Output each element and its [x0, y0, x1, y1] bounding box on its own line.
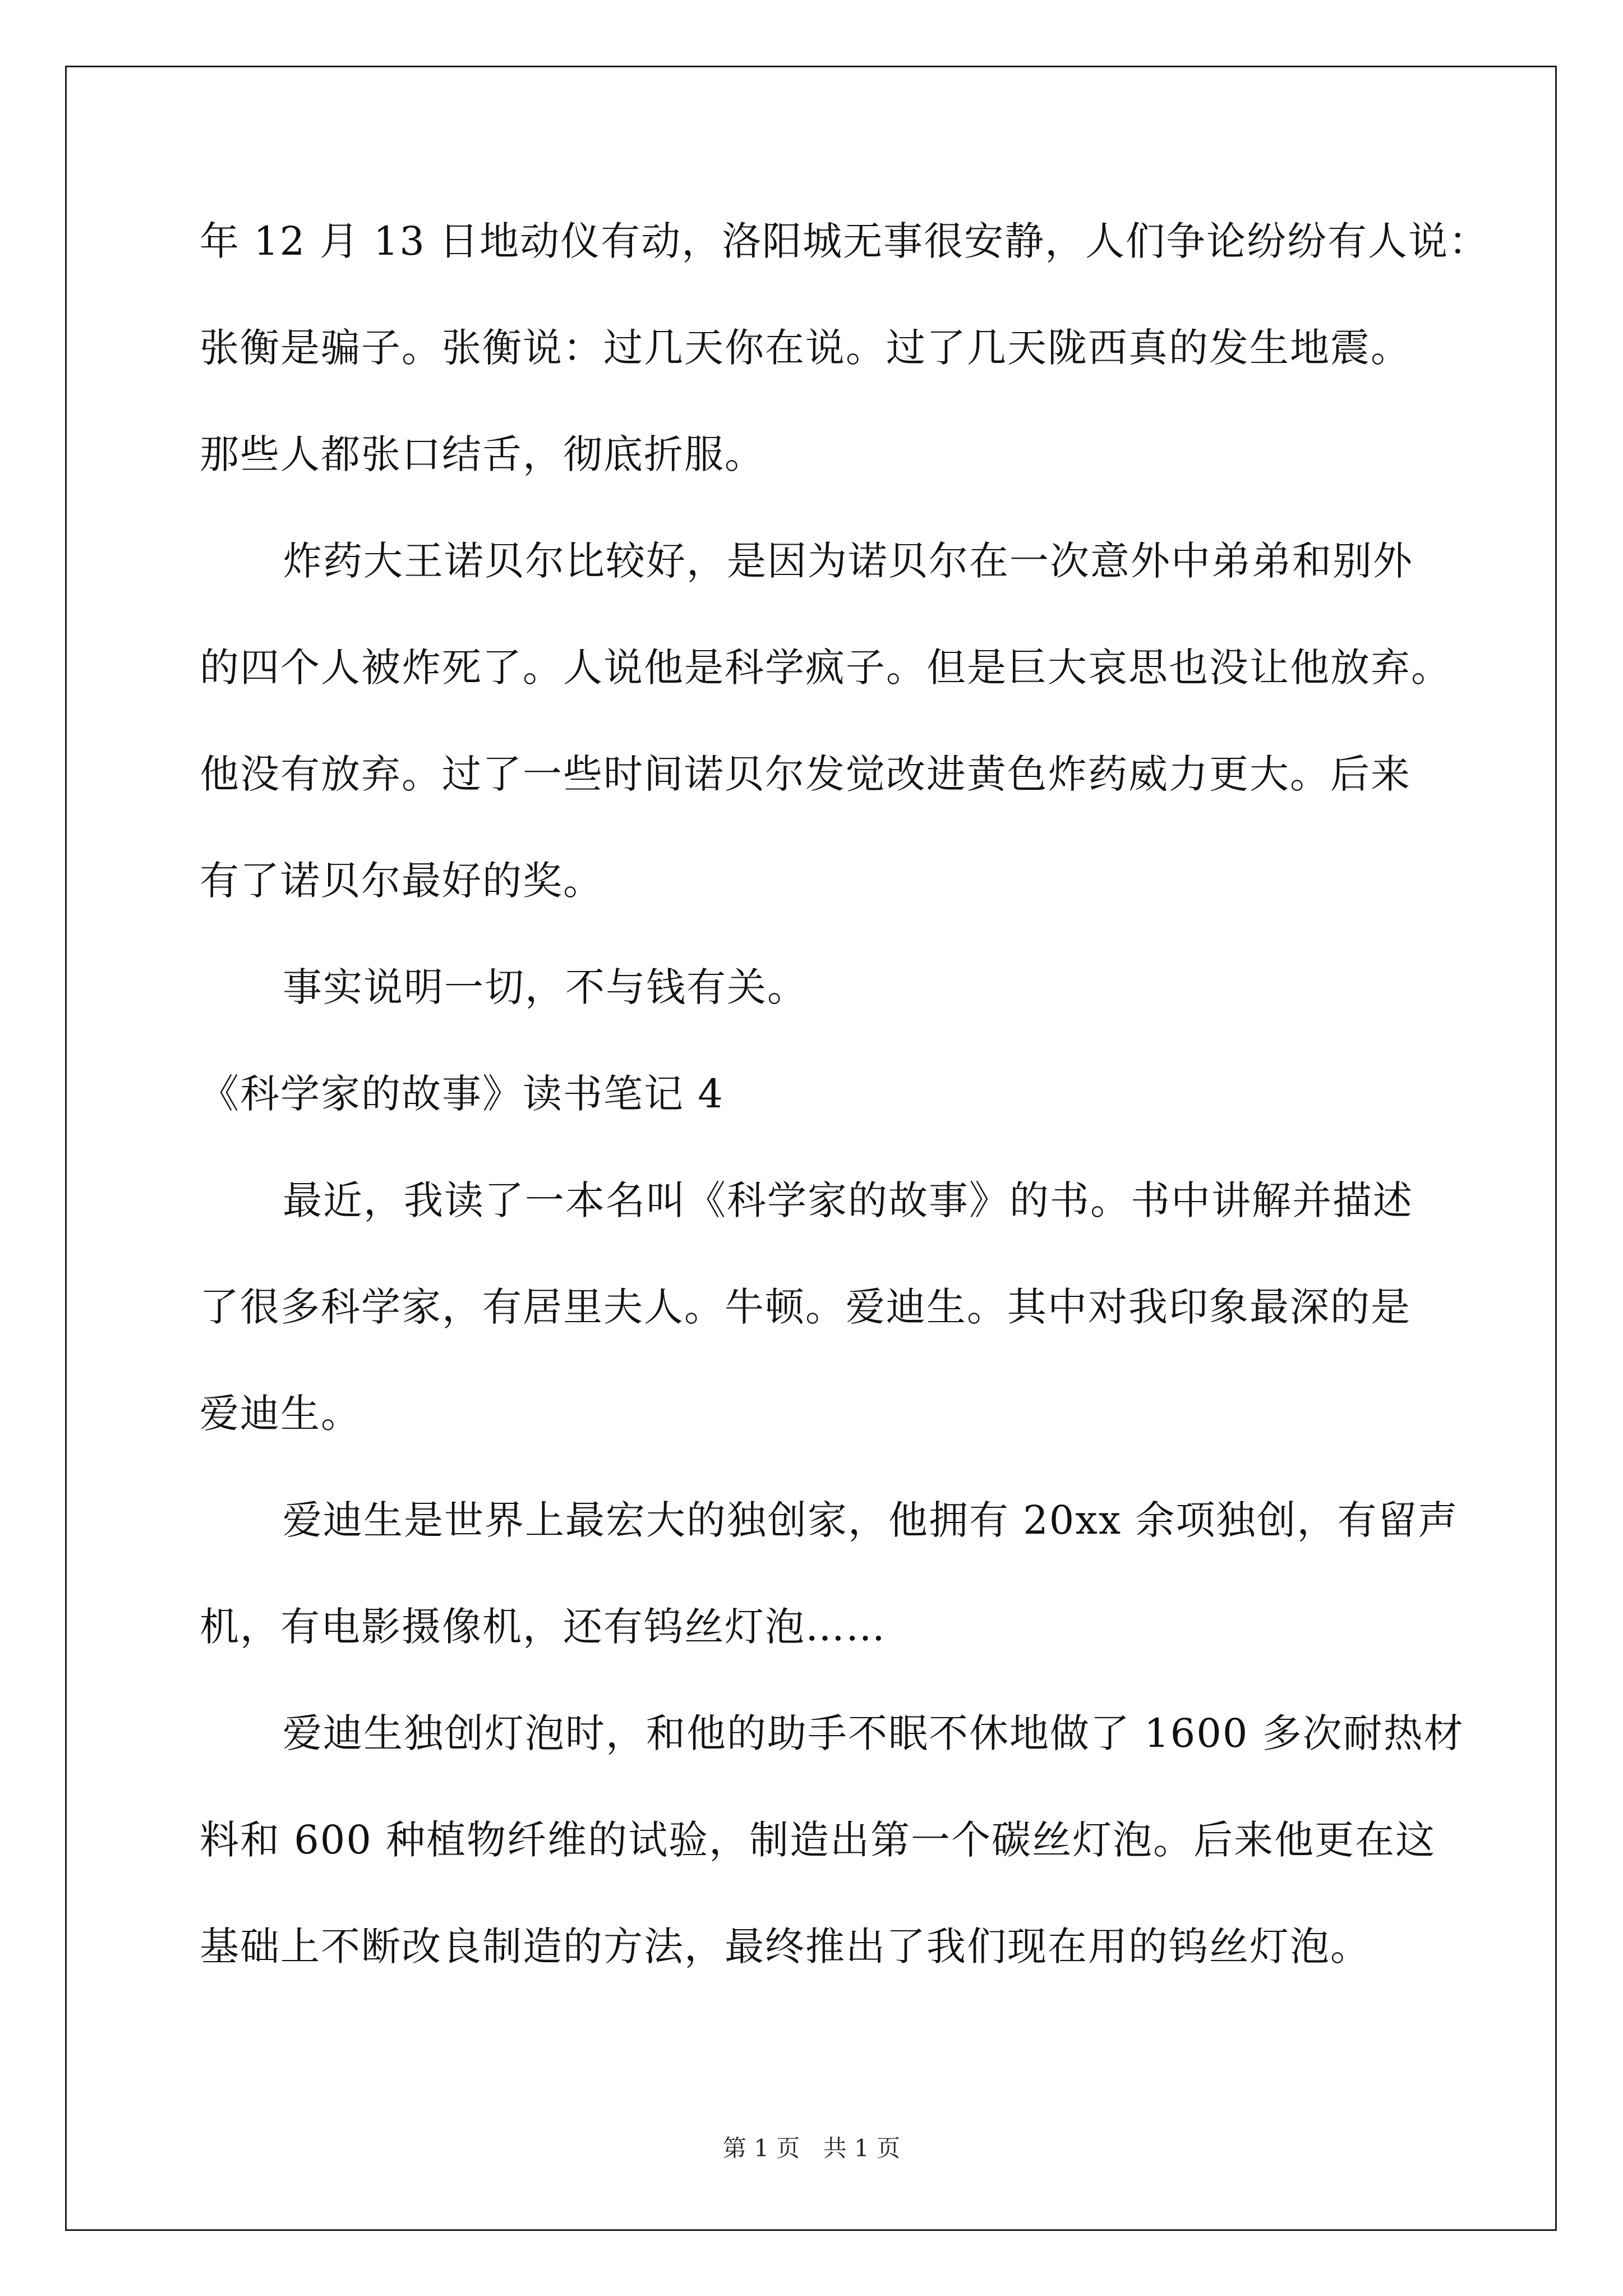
page-total: 共 1 页 [823, 2134, 901, 2162]
section-heading: 《科学家的故事》读书笔记 4 [200, 1071, 724, 1117]
paragraph-line: 炸药大王诺贝尔比较好，是因为诺贝尔在一次意外中弟弟和别外 [283, 538, 1413, 584]
paragraph-line: 的四个人被炸死了。人说他是科学疯子。但是巨大哀思也没让他放弃。 [200, 645, 1451, 691]
paragraph-line: 爱迪生。 [200, 1391, 361, 1437]
paragraph-line: 年 12 月 13 日地动仪有动，洛阳城无事很安静，人们争论纷纷有人说： [200, 218, 1490, 264]
page-border [65, 66, 1557, 2231]
paragraph-line: 张衡是骗子。张衡说：过几天你在说。过了几天陇西真的发生地震。 [200, 325, 1411, 371]
paragraph-line: 最近，我读了一本名叫《科学家的故事》的书。书中讲解并描述 [283, 1177, 1413, 1223]
paragraph-line: 料和 600 种植物纤维的试验，制造出第一个碳丝灯泡。后来他更在这 [200, 1817, 1436, 1863]
paragraph-line: 了很多科学家，有居里夫人。牛顿。爱迪生。其中对我印象最深的是 [200, 1284, 1411, 1330]
page-footer [0, 2132, 1623, 2165]
page-number: 第 1 页 [722, 2134, 800, 2162]
paragraph-line: 那些人都张口结舌，彻底折服。 [200, 431, 765, 477]
paragraph-line: 爱迪生是世界上最宏大的独创家，他拥有 20xx 余项独创，有留声 [283, 1497, 1459, 1543]
paragraph-line: 基础上不断改良制造的方法，最终推出了我们现在用的钨丝灯泡。 [200, 1924, 1371, 1970]
paragraph-line: 爱迪生独创灯泡时，和他的助手不眠不休地做了 1600 多次耐热材 [283, 1710, 1464, 1756]
paragraph-line: 有了诺贝尔最好的奖。 [200, 858, 603, 904]
paragraph-line: 事实说明一切，不与钱有关。 [283, 964, 808, 1010]
paragraph-line: 机，有电影摄像机，还有钨丝灯泡…… [200, 1604, 886, 1650]
paragraph-line: 他没有放弃。过了一些时间诺贝尔发觉改进黄色炸药威力更大。后来 [200, 751, 1411, 797]
